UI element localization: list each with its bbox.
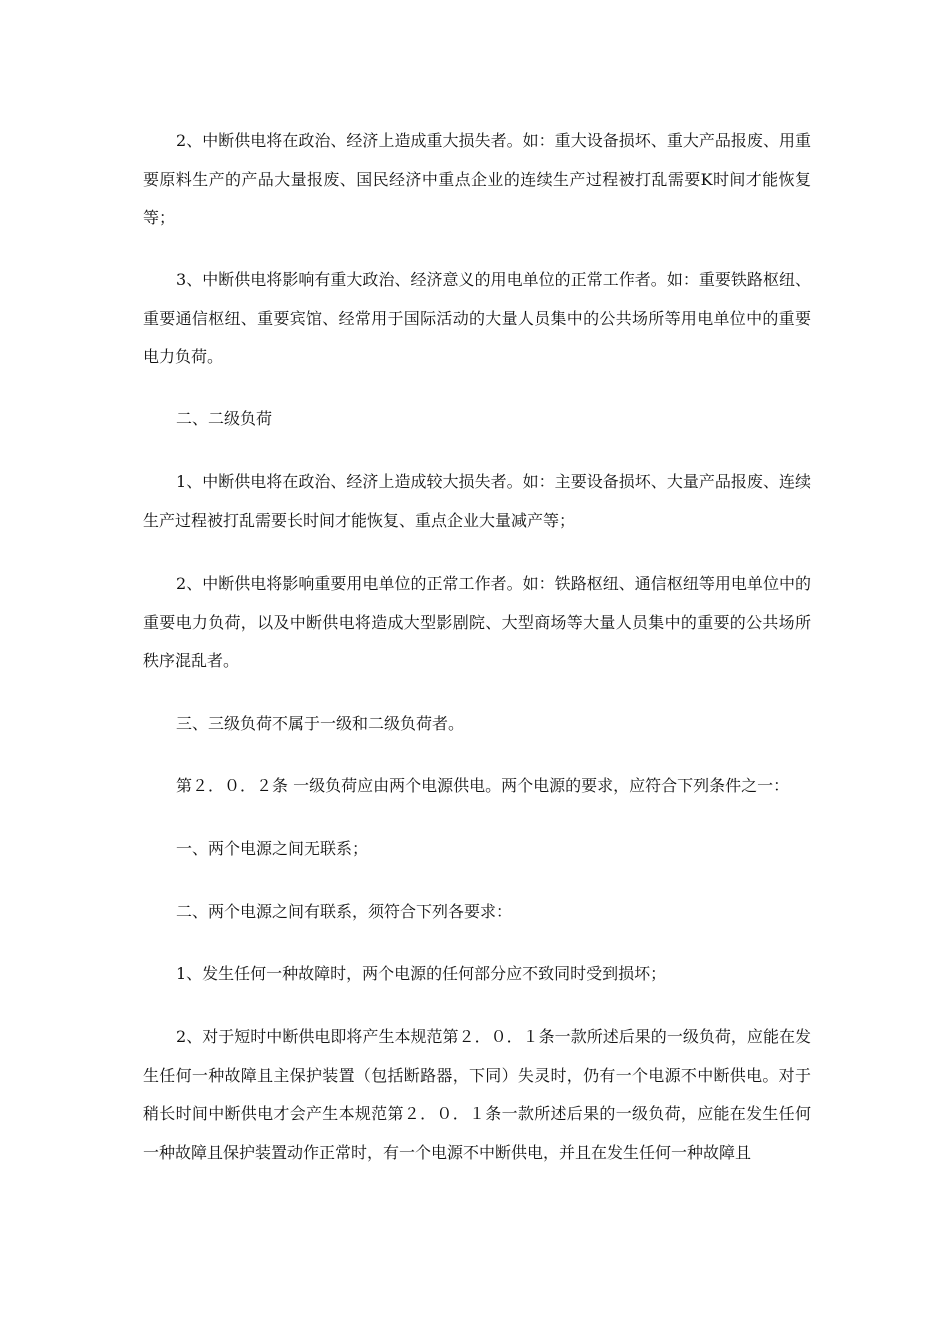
paragraph-9: 2、对于短时中断供电即将产生本规范第２．０．１条一款所述后果的一级负荷，应能在发生任何一种故障且主保护装置（包括断路器，下同）失灵时，仍有一个电源不中断供电。对于稍长时间中断供电才会产生本规范第２．０．１条一款所述后果的一级负荷，应能在发生任何一种故障且保护装置动作正常时，有一个电源不中断供电，并且在发生任何一种故障且 xyxy=(143,1027,811,1162)
paragraph-4: 2、中断供电将影响重要用电单位的正常工作者。如：铁路枢纽、通信枢纽等用电单位中的重要电力负荷，以及中断供电将造成大型影剧院、大型商场等大量人员集中的重要的公共场所秩序混乱者。 xyxy=(143,574,811,670)
paragraph-7: 二、两个电源之间有联系，须符合下列各要求： xyxy=(176,902,513,921)
article-2-0-2: 第２．０．２条 一级负荷应由两个电源供电。两个电源的要求，应符合下列条件之一： xyxy=(176,776,790,795)
paragraph-8: 1、发生任何一种故障时，两个电源的任何部分应不致同时受到损坏； xyxy=(176,964,667,983)
paragraph-1: 2、中断供电将在政治、经济上造成重大损失者。如：重大设备损坏、重大产品报废、用重要原料生产的产品大量报废、国民经济中重点企业的连续生产过程被打乱需要K时间才能恢复等； xyxy=(143,131,811,227)
paragraph-6: 一、两个电源之间无联系； xyxy=(176,839,369,858)
paragraph-2: 3、中断供电将影响有重大政治、经济意义的用电单位的正常工作者。如：重要铁路枢纽、重要通信枢纽、重要宾馆、经常用于国际活动的大量人员集中的公共场所等用电单位中的重要电力负荷。 xyxy=(143,270,811,366)
section-heading-secondary-load: 二、二级负荷 xyxy=(176,409,273,428)
paragraph-5: 三、三级负荷不属于一级和二级负荷者。 xyxy=(176,714,465,733)
paragraph-3: 1、中断供电将在政治、经济上造成较大损失者。如：主要设备损坏、大量产品报废、连续生产过程被打乱需要长时间才能恢复、重点企业大量减产等； xyxy=(143,472,811,530)
